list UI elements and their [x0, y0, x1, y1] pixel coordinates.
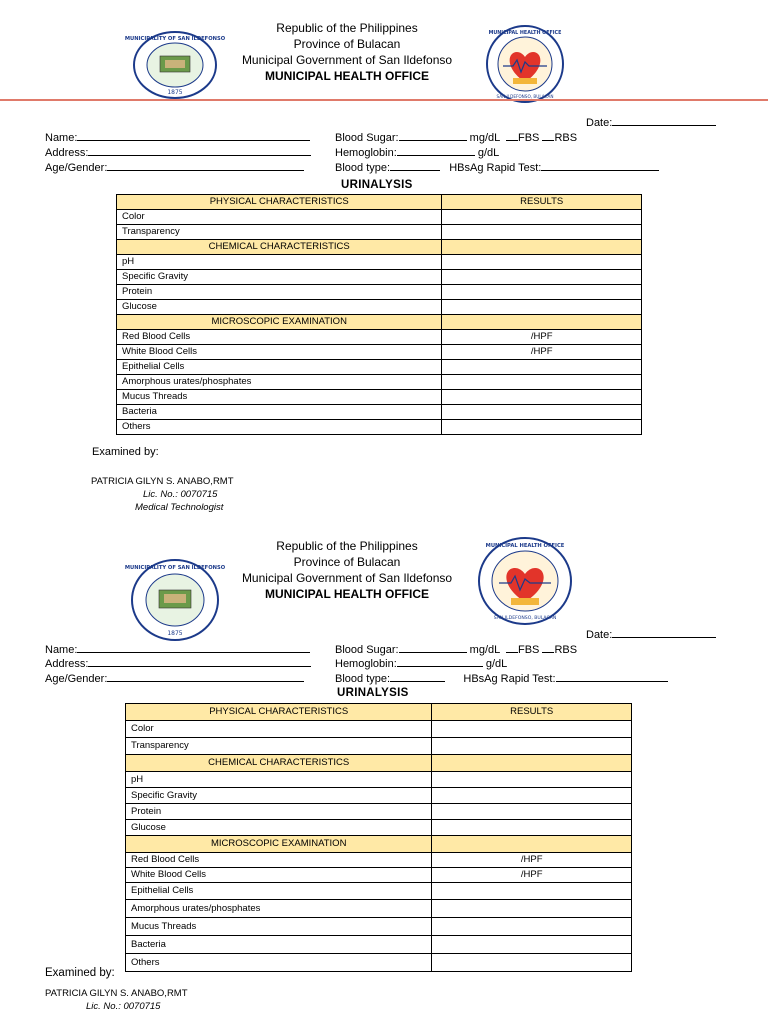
svg-text:SAN ILDEFONSO, BULACAN: SAN ILDEFONSO, BULACAN [493, 616, 557, 621]
section-physical: PHYSICAL CHARACTERISTICS [126, 704, 432, 721]
result-cell[interactable]: /HPF [432, 868, 632, 883]
svg-text:MUNICIPAL HEALTH OFFICE: MUNICIPAL HEALTH OFFICE [488, 31, 562, 36]
license-number: Lic. No.: 0070715 [143, 489, 218, 500]
blood-sugar-field[interactable]: Blood Sugar: mg/dL FBS RBS [335, 132, 578, 144]
svg-text:1875: 1875 [167, 89, 183, 96]
urinalysis-title: URINALYSIS [337, 687, 409, 699]
signatory-name: PATRICIA GILYN S. ANABO,RMT [45, 988, 188, 999]
result-cell[interactable] [432, 738, 632, 755]
row-transparency: Transparency [117, 225, 442, 240]
result-cell[interactable] [442, 270, 642, 285]
address-field[interactable]: Address: [45, 656, 311, 670]
header-line-1: Republic of the Philippines [276, 539, 418, 553]
header-line-3: Municipal Government of San Ildefonso [241, 53, 453, 67]
row-mucus: Mucus Threads [117, 390, 442, 405]
svg-text:SAN ILDEFONSO, BULACAN: SAN ILDEFONSO, BULACAN [496, 94, 554, 99]
row-specific-gravity: Specific Gravity [117, 270, 442, 285]
row-wbc: White Blood Cells [126, 868, 432, 883]
row-protein: Protein [126, 804, 432, 820]
header-divider [0, 99, 768, 101]
header-line-4: MUNICIPAL HEALTH OFFICE [265, 587, 429, 601]
svg-text:MUNICIPALITY OF SAN ILDEFONSO: MUNICIPALITY OF SAN ILDEFONSO [124, 36, 226, 42]
result-cell[interactable] [432, 820, 632, 836]
row-ph: pH [126, 772, 432, 788]
row-glucose: Glucose [117, 300, 442, 315]
section-chemical: CHEMICAL CHARACTERISTICS [126, 755, 432, 772]
results-header: RESULTS [432, 704, 632, 721]
row-protein: Protein [117, 285, 442, 300]
section-chemical: CHEMICAL CHARACTERISTICS [117, 240, 442, 255]
header-line-4: MUNICIPAL HEALTH OFFICE [265, 69, 429, 83]
result-cell[interactable]: /HPF [432, 853, 632, 868]
row-others: Others [126, 954, 432, 972]
result-cell[interactable] [432, 900, 632, 918]
section-microscopic: MICROSCOPIC EXAMINATION [126, 836, 432, 853]
svg-text:MUNICIPAL HEALTH OFFICE: MUNICIPAL HEALTH OFFICE [485, 543, 565, 549]
result-cell[interactable] [442, 285, 642, 300]
date-field[interactable]: Date: [586, 115, 716, 129]
letterhead [0, 538, 694, 602]
result-cell[interactable] [442, 375, 642, 390]
row-amorphous: Amorphous urates/phosphates [117, 375, 442, 390]
row-mucus: Mucus Threads [126, 918, 432, 936]
row-rbc: Red Blood Cells [117, 330, 442, 345]
result-cell[interactable] [442, 390, 642, 405]
result-cell[interactable] [432, 788, 632, 804]
row-rbc: Red Blood Cells [126, 853, 432, 868]
results-header: RESULTS [442, 195, 642, 210]
name-field[interactable]: Name: [45, 642, 310, 656]
result-cell[interactable] [432, 918, 632, 936]
examined-by: Examined by: [45, 967, 115, 979]
row-transparency: Transparency [126, 738, 432, 755]
result-cell[interactable] [442, 225, 642, 240]
row-amorphous: Amorphous urates/phosphates [126, 900, 432, 918]
examined-by: Examined by: [92, 446, 159, 458]
svg-text:MUNICIPALITY OF SAN ILDEFONSO: MUNICIPALITY OF SAN ILDEFONSO [124, 565, 226, 571]
header-line-1: Republic of the Philippines [276, 21, 418, 35]
address-field[interactable]: Address: [45, 145, 311, 159]
age-gender-field[interactable]: Age/Gender: [45, 160, 304, 174]
hemoglobin-field[interactable]: Hemoglobin: g/dL [335, 147, 500, 159]
age-gender-field[interactable]: Age/Gender: [45, 671, 304, 685]
result-cell[interactable] [442, 255, 642, 270]
row-epithelial: Epithelial Cells [126, 883, 432, 900]
result-cell[interactable] [442, 360, 642, 375]
result-cell[interactable] [432, 883, 632, 900]
row-color: Color [126, 721, 432, 738]
row-wbc: White Blood Cells [117, 345, 442, 360]
letterhead [0, 20, 694, 84]
section-physical: PHYSICAL CHARACTERISTICS [117, 195, 442, 210]
urinalysis-table [116, 194, 642, 435]
result-cell[interactable] [432, 936, 632, 954]
result-cell[interactable]: /HPF [442, 330, 642, 345]
name-field[interactable]: Name: [45, 130, 310, 144]
blood-type-field[interactable]: Blood type: HBsAg Rapid Test: [335, 671, 668, 685]
date-field[interactable]: Date: [586, 627, 716, 641]
result-cell[interactable] [432, 721, 632, 738]
section-microscopic: MICROSCOPIC EXAMINATION [117, 315, 442, 330]
row-others: Others [117, 420, 442, 435]
row-bacteria: Bacteria [126, 936, 432, 954]
svg-text:1875: 1875 [167, 630, 183, 637]
result-cell[interactable] [432, 954, 632, 972]
blood-type-field[interactable]: Blood type: HBsAg Rapid Test: [335, 160, 659, 174]
row-ph: pH [117, 255, 442, 270]
urinalysis-title: URINALYSIS [341, 179, 413, 191]
row-bacteria: Bacteria [117, 405, 442, 420]
result-cell[interactable] [442, 210, 642, 225]
row-specific-gravity: Specific Gravity [126, 788, 432, 804]
result-cell[interactable] [432, 804, 632, 820]
license-number: Lic. No.: 0070715 [86, 1001, 161, 1012]
blood-sugar-field[interactable]: Blood Sugar: mg/dL FBS RBS [335, 644, 578, 656]
signatory-name: PATRICIA GILYN S. ANABO,RMT [91, 476, 234, 487]
result-cell[interactable] [432, 772, 632, 788]
signatory-position: Medical Technologist [135, 502, 224, 513]
urinalysis-table [125, 703, 632, 972]
result-cell[interactable] [442, 300, 642, 315]
hemoglobin-field[interactable]: Hemoglobin: g/dL [335, 658, 508, 670]
header-line-2: Province of Bulacan [293, 555, 401, 569]
header-line-2: Province of Bulacan [293, 37, 401, 51]
result-cell[interactable]: /HPF [442, 345, 642, 360]
row-color: Color [117, 210, 442, 225]
result-cell[interactable] [442, 405, 642, 420]
result-cell[interactable] [442, 420, 642, 435]
header-line-3: Municipal Government of San Ildefonso [241, 571, 453, 585]
row-epithelial: Epithelial Cells [117, 360, 442, 375]
row-glucose: Glucose [126, 820, 432, 836]
